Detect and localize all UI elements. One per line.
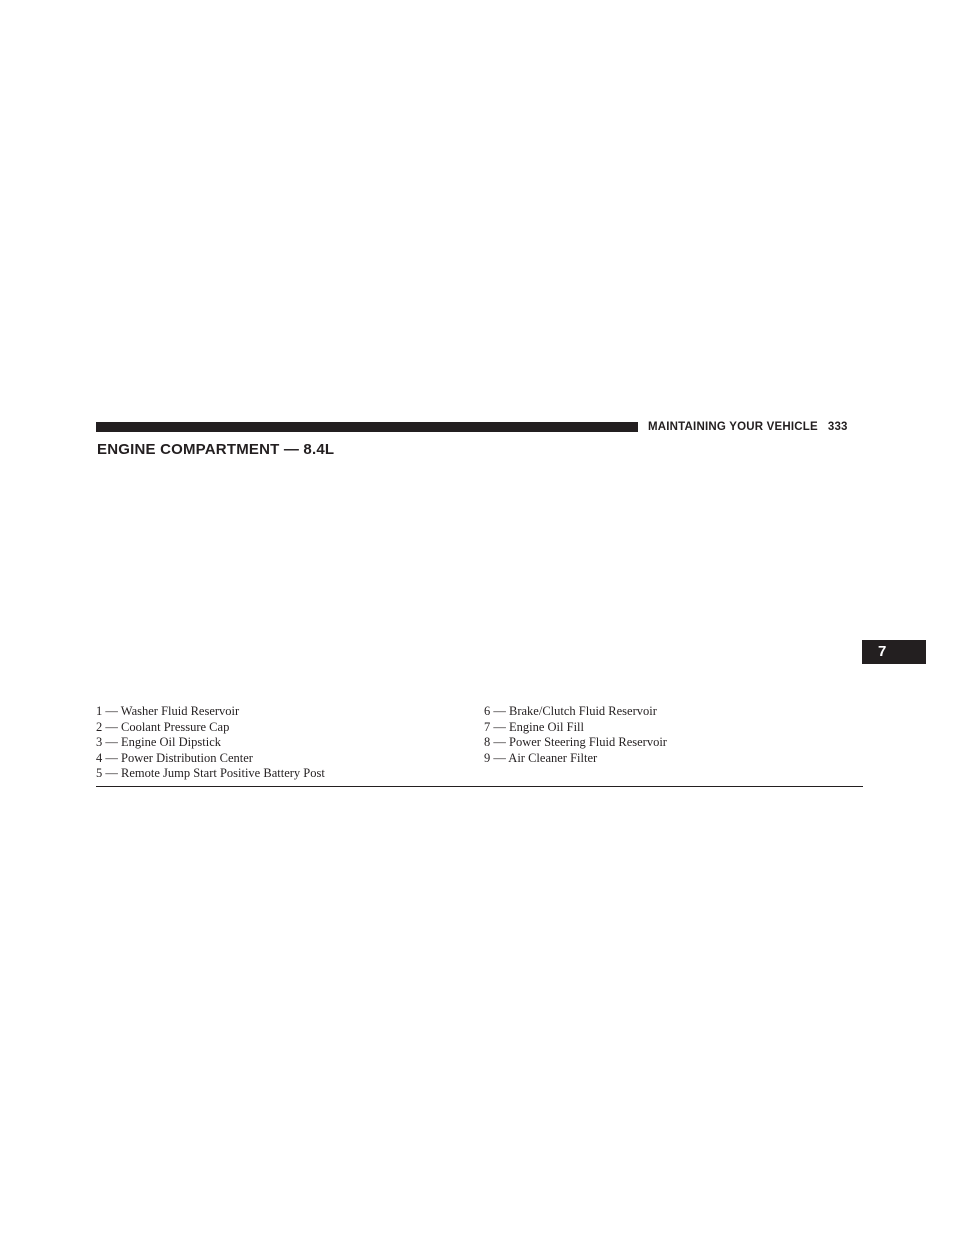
section-title: ENGINE COMPARTMENT — 8.4L	[97, 441, 335, 458]
chapter-tab[interactable]: 7	[862, 640, 926, 664]
legend-item-8: 8 — Power Steering Fluid Reservoir	[484, 735, 667, 750]
legend-item-5: 5 — Remote Jump Start Positive Battery Post	[96, 766, 325, 781]
figure-legend	[96, 704, 863, 781]
legend-item-1: 1 — Washer Fluid Reservoir	[96, 704, 240, 718]
header-section-title: MAINTAINING YOUR VEHICLE	[648, 421, 818, 433]
legend-item-6: 6 — Brake/Clutch Fluid Reservoir	[484, 704, 657, 718]
legend-item-3: 3 — Engine Oil Dipstick	[96, 735, 221, 750]
running-header	[648, 420, 848, 434]
legend-column-left	[96, 704, 325, 782]
legend-item-4: 4 — Power Distribution Center	[96, 750, 253, 765]
legend-divider	[96, 786, 863, 787]
legend-item-2: 2 — Coolant Pressure Cap	[96, 719, 230, 734]
legend-item-7: 7 — Engine Oil Fill	[484, 719, 584, 734]
header-rule-bar	[96, 422, 638, 432]
legend-column-right	[484, 704, 667, 766]
legend-item-9: 9 — Air Cleaner Filter	[484, 750, 598, 765]
page-number: 333	[827, 421, 848, 433]
